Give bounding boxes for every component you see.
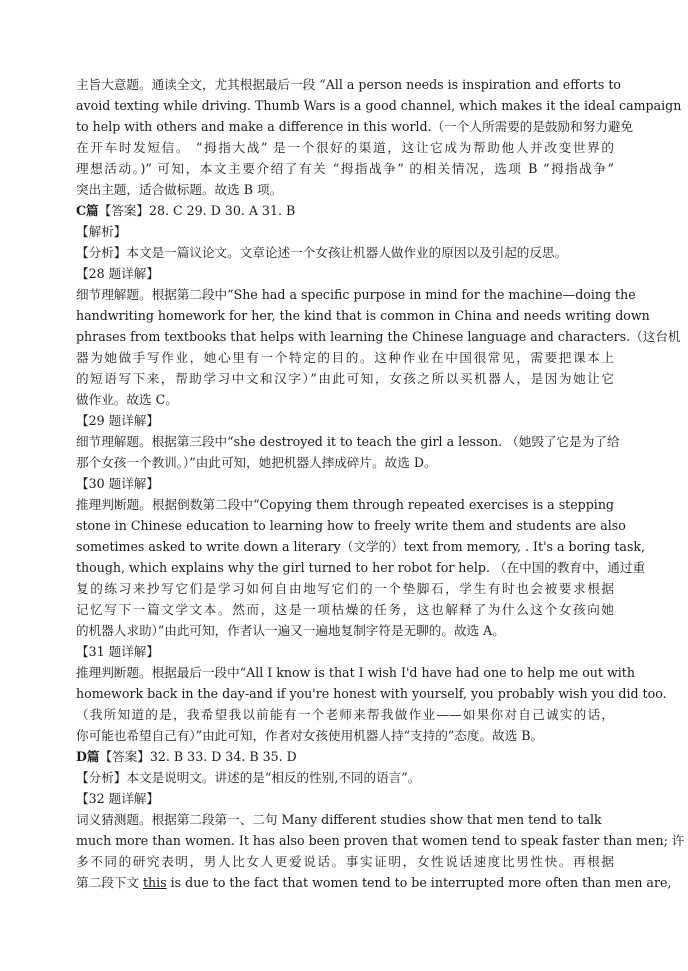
heading-line: 【28 题详解】 <box>76 266 159 281</box>
heading-line: 【30 题详解】 <box>76 476 159 491</box>
text-fragment: 第二段下文 <box>76 875 143 890</box>
text-line: stone in Chinese education to learning how to freely write them and students are also <box>76 518 626 533</box>
text-line: 记忆写下一篇文学文本。然而，这是一项枯燥的任务，这也解释了为什么这个女孩向她 <box>76 602 614 617</box>
text-line: 在开车时发短信。 “拇指大战” 是一个很好的渠道，这让它成为帮助他人并改变世界的 <box>76 140 614 155</box>
text-line <box>76 872 672 893</box>
heading-line: 【32 题详解】 <box>76 791 159 806</box>
text-line: 【分析】本文是说明文。讲述的是“相反的性别,不同的语言”。 <box>76 770 421 785</box>
text-line: 词义猜测题。根据第二段第一、二句 Many different studies show that men tend to talk <box>76 812 602 827</box>
text-line: 的短语写下来，帮助学习中文和汉字）”由此可知，女孩之所以买机器人，是因为她让它 <box>76 371 614 386</box>
text-line: much more than women. It has also been proven that women tend to speak faster than men; 许 <box>76 833 685 848</box>
heading-line: 【31 题详解】 <box>76 644 159 659</box>
text-line: 细节理解题。根据第二段中“She had a specific purpose in mind for the machine—doing the <box>76 287 636 302</box>
text-line: （我所知道的是，我希望我以前能有一个老师来帮我做作业——如果你对自己诚实的话， <box>76 707 614 722</box>
text-line: 推理判断题。根据倒数第二段中“Copying them through repeated exercises is a stepping <box>76 497 614 512</box>
underlined-word: this <box>142 875 167 890</box>
text-line: phrases from textbooks that helps with learning the Chinese language and characters.（这台机 <box>76 329 681 344</box>
text-line: 做作业。故选 C。 <box>76 392 178 407</box>
text-line: 细节理解题。根据第三段中“she destroyed it to teach the girl a lesson. （她毁了它是为了给 <box>76 434 620 449</box>
text-line: homework back in the day-and if you're honest with yourself, you probably wish you did too. <box>76 686 667 701</box>
section-label: C篇 <box>76 203 99 218</box>
text-line: 你可能也希望自己有）”由此可知，作者对女孩使用机器人持“支持的”态度。故选 B。 <box>76 728 544 743</box>
text-line: 【分析】本文是一篇议论文。文章论述一个女孩让机器人做作业的原因以及引起的反思。 <box>76 245 568 260</box>
text-line: 理想活动。)” 可知，本文主要介绍了有关 “拇指战争” 的相关情况，选项 B “拇指战争” <box>76 161 614 176</box>
text-line: 器为她做手写作业，她心里有一个特定的目的。这种作业在中国很常见，需要把课本上 <box>76 350 614 365</box>
answer-line-c <box>76 200 614 221</box>
text-line: sometimes asked to write down a literary（文学的）text from memory, . It's a boring task, <box>76 539 646 554</box>
text-line: 推理判断题。根据最后一段中“All I know is that I wish I'd have had one to help me out with <box>76 665 635 680</box>
text-line: though, which explains why the girl turned to her robot for help. （在中国的教育中，通过重 <box>76 560 646 575</box>
section-label: D篇 <box>76 749 100 764</box>
answer-key: 【答案】28. C 29. D 30. A 31. B <box>98 203 296 218</box>
heading-line: 【解析】 <box>76 224 127 239</box>
text-line: avoid texting while driving. Thumb Wars is a good channel, which makes it the ideal campaign <box>76 98 682 113</box>
answer-key: 【答案】32. B 33. D 34. B 35. D <box>99 749 297 764</box>
heading-line: 【29 题详解】 <box>76 413 159 428</box>
answer-line-d <box>76 746 614 767</box>
text-line: handwriting homework for her, the kind that is common in China and needs writing down <box>76 308 650 323</box>
text-line: to help with others and make a difference in this world.（一个人所需要的是鼓励和努力避免 <box>76 119 634 134</box>
text-line: 的机器人求助）”由此可知，作者认一遍又一遍地复制字符是无聊的。故选 A。 <box>76 623 505 638</box>
text-line: 那个女孩一个教训。）”由此可知，她把机器人摔成碎片。故选 D。 <box>76 455 437 470</box>
text-line: 复的练习来抄写它们是学习如何自由地写它们的一个垫脚石，学生有时也会被要求根据 <box>76 581 614 596</box>
text-fragment: is due to the fact that women tend to be interrupted more often than men are, <box>166 875 672 890</box>
text-line: 突出主题，适合做标题。故选 B 项。 <box>76 182 283 197</box>
text-line: 主旨大意题。通读全文，尤其根据最后一段 “All a person needs is inspiration and efforts to <box>76 77 621 92</box>
text-line: 多不同的研究表明，男人比女人更爱说话。事实证明，女性说话速度比男性快。再根据 <box>76 854 614 869</box>
document-page <box>76 74 685 893</box>
